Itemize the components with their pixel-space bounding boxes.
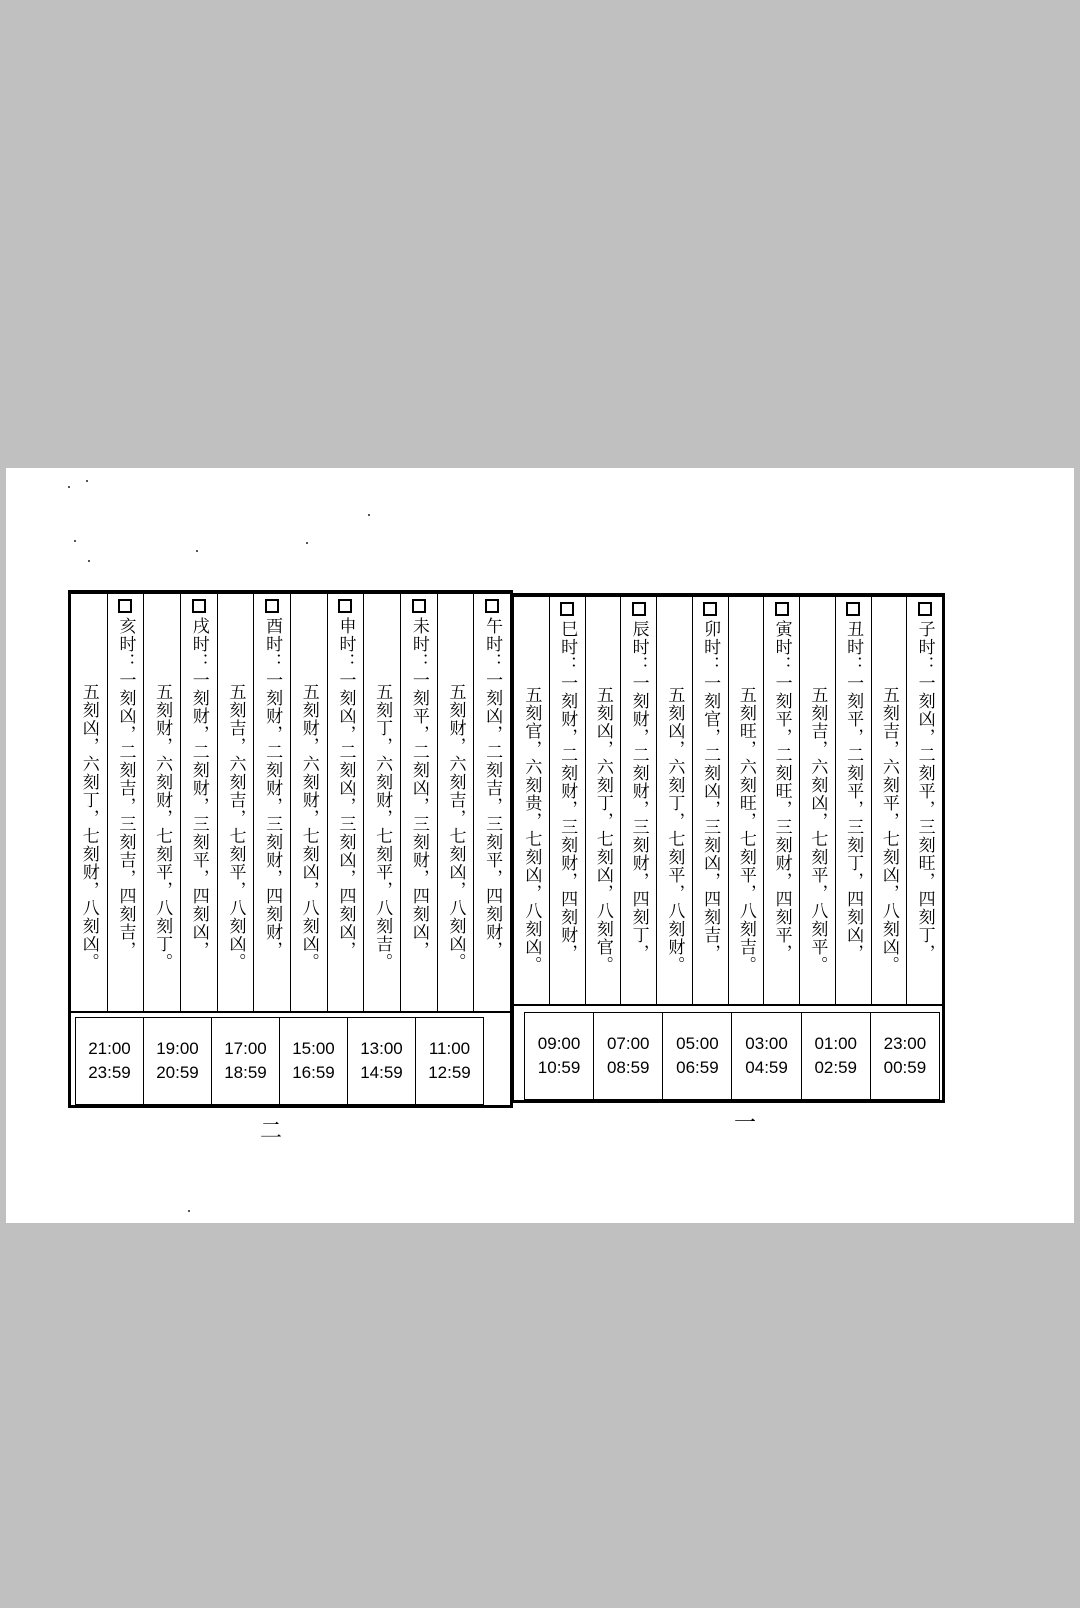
column-text: 五刻吉，六刻平，七刻凶，八刻凶。 bbox=[878, 686, 899, 974]
time-range-cell bbox=[731, 1012, 800, 1100]
page-number: 二 bbox=[260, 1119, 283, 1144]
square-marker-icon bbox=[775, 602, 789, 616]
time-end: 12:59 bbox=[428, 1063, 471, 1082]
column-text: 五刻财，六刻财，七刻凶，八刻凶。 bbox=[298, 683, 319, 971]
column-text: 丑时：一刻平，二刻平，三刻丁，四刻凶， bbox=[843, 620, 864, 962]
time-start: 01:00 bbox=[814, 1034, 858, 1053]
time-range-cell bbox=[347, 1017, 415, 1105]
time-start: 17:00 bbox=[224, 1039, 267, 1058]
scan-speck bbox=[188, 1210, 190, 1212]
column-text: 午时：一刻凶，二刻吉，三刻平，四刻财， bbox=[482, 617, 503, 959]
column-text: 酉时：一刻财，二刻财，三刻财，四刻财， bbox=[262, 617, 283, 959]
table-column bbox=[620, 596, 656, 1004]
time-range-cell bbox=[279, 1017, 347, 1105]
square-marker-icon bbox=[918, 602, 932, 616]
time-range-cell bbox=[415, 1017, 484, 1105]
column-text: 卯时：一刻官，二刻凶，三刻凶，四刻吉， bbox=[700, 620, 721, 962]
table-column bbox=[180, 593, 217, 1011]
time-start: 15:00 bbox=[292, 1039, 335, 1058]
table-column bbox=[585, 596, 621, 1004]
column-text: 辰时：一刻财，二刻财，三刻财，四刻丁， bbox=[628, 620, 649, 962]
scan-speck bbox=[88, 560, 90, 562]
column-text: 五刻凶，六刻丁，七刻凶，八刻官。 bbox=[592, 686, 613, 974]
column-text: 五刻旺，六刻旺，七刻平，八刻吉。 bbox=[735, 686, 756, 974]
scanned-page bbox=[6, 468, 1074, 1223]
time-end: 02:59 bbox=[814, 1058, 858, 1077]
time-range-cell bbox=[211, 1017, 279, 1105]
table-column bbox=[400, 593, 437, 1011]
column-text: 五刻官，六刻贵，七刻凶，八刻凶。 bbox=[521, 686, 542, 974]
time-end: 14:59 bbox=[360, 1063, 403, 1082]
table-column bbox=[692, 596, 728, 1004]
time-start: 11:00 bbox=[428, 1039, 471, 1058]
table-column bbox=[363, 593, 400, 1011]
table-column bbox=[71, 593, 107, 1011]
table-column bbox=[253, 593, 290, 1011]
time-range-cell bbox=[143, 1017, 211, 1105]
right-time-row bbox=[514, 1004, 942, 1100]
table-column bbox=[217, 593, 254, 1011]
column-text: 亥时：一刻凶，二刻吉，三刻吉，四刻吉， bbox=[115, 617, 136, 959]
time-range-cell bbox=[75, 1017, 143, 1105]
time-end: 23:59 bbox=[88, 1063, 131, 1082]
square-marker-icon bbox=[703, 602, 717, 616]
column-text: 五刻凶，六刻丁，七刻财，八刻凶。 bbox=[78, 683, 99, 971]
column-text: 五刻凶，六刻丁，七刻平，八刻财。 bbox=[664, 686, 685, 974]
time-end: 10:59 bbox=[537, 1058, 581, 1077]
time-end: 00:59 bbox=[883, 1058, 927, 1077]
table-column bbox=[656, 596, 692, 1004]
table-column bbox=[437, 593, 474, 1011]
square-marker-icon bbox=[412, 599, 426, 613]
time-start: 13:00 bbox=[360, 1039, 403, 1058]
column-text: 寅时：一刻平，二刻旺，三刻财，四刻平， bbox=[771, 620, 792, 962]
column-text: 未时：一刻平，二刻凶，三刻财，四刻凶， bbox=[408, 617, 429, 959]
table-column bbox=[728, 596, 764, 1004]
time-end: 04:59 bbox=[745, 1058, 788, 1077]
time-range-cell bbox=[593, 1012, 662, 1100]
time-end: 16:59 bbox=[292, 1063, 335, 1082]
time-start: 05:00 bbox=[676, 1034, 719, 1053]
table-column bbox=[835, 596, 871, 1004]
time-range-cell bbox=[524, 1012, 593, 1100]
scan-speck bbox=[74, 540, 76, 542]
scan-speck bbox=[68, 486, 70, 488]
scan-speck bbox=[306, 542, 308, 544]
column-text: 五刻吉，六刻凶，七刻平，八刻平。 bbox=[807, 686, 828, 974]
right-columns bbox=[514, 596, 942, 1006]
table-column bbox=[763, 596, 799, 1004]
square-marker-icon bbox=[485, 599, 499, 613]
column-text: 五刻财，六刻吉，七刻凶，八刻凶。 bbox=[445, 683, 466, 971]
left-columns bbox=[71, 593, 510, 1013]
page-number: 一 bbox=[734, 1111, 757, 1136]
right-table bbox=[511, 593, 945, 1103]
square-marker-icon bbox=[632, 602, 646, 616]
time-range-cell bbox=[662, 1012, 731, 1100]
table-column bbox=[514, 596, 549, 1004]
square-marker-icon bbox=[560, 602, 574, 616]
scan-speck bbox=[368, 514, 370, 516]
time-start: 03:00 bbox=[745, 1034, 788, 1053]
square-marker-icon bbox=[118, 599, 132, 613]
time-start: 21:00 bbox=[88, 1039, 131, 1058]
square-marker-icon bbox=[265, 599, 279, 613]
square-marker-icon bbox=[192, 599, 206, 613]
scan-speck bbox=[196, 550, 198, 552]
column-text: 五刻丁，六刻财，七刻平，八刻吉。 bbox=[372, 683, 393, 971]
time-range-cell bbox=[801, 1012, 870, 1100]
column-text: 五刻财，六刻财，七刻平，八刻丁。 bbox=[152, 683, 173, 971]
left-table bbox=[68, 590, 513, 1108]
table-column bbox=[906, 596, 942, 1004]
table-column bbox=[549, 596, 585, 1004]
table-column bbox=[290, 593, 327, 1011]
time-start: 19:00 bbox=[156, 1039, 199, 1058]
time-start: 09:00 bbox=[537, 1034, 581, 1053]
time-end: 18:59 bbox=[224, 1063, 267, 1082]
time-start: 23:00 bbox=[883, 1034, 927, 1053]
table-column bbox=[143, 593, 180, 1011]
table-column bbox=[327, 593, 364, 1011]
column-text: 申时：一刻凶，二刻凶，三刻凶，四刻凶， bbox=[335, 617, 356, 959]
table-column bbox=[107, 593, 144, 1011]
table-column bbox=[871, 596, 907, 1004]
time-range-cell bbox=[870, 1012, 940, 1100]
column-text: 子时：一刻凶，二刻平，三刻旺，四刻丁， bbox=[914, 620, 935, 962]
table-column bbox=[799, 596, 835, 1004]
square-marker-icon bbox=[338, 599, 352, 613]
table-column bbox=[473, 593, 510, 1011]
left-time-row bbox=[71, 1009, 510, 1105]
column-text: 五刻吉，六刻吉，七刻平，八刻凶。 bbox=[225, 683, 246, 971]
time-end: 08:59 bbox=[606, 1058, 650, 1077]
time-end: 20:59 bbox=[156, 1063, 199, 1082]
square-marker-icon bbox=[846, 602, 860, 616]
scan-speck bbox=[86, 480, 88, 482]
time-start: 07:00 bbox=[606, 1034, 650, 1053]
time-end: 06:59 bbox=[676, 1058, 719, 1077]
column-text: 戌时：一刻财，二刻财，三刻平，四刻凶， bbox=[188, 617, 209, 959]
column-text: 巳时：一刻财，二刻财，三刻财，四刻财， bbox=[557, 620, 578, 962]
